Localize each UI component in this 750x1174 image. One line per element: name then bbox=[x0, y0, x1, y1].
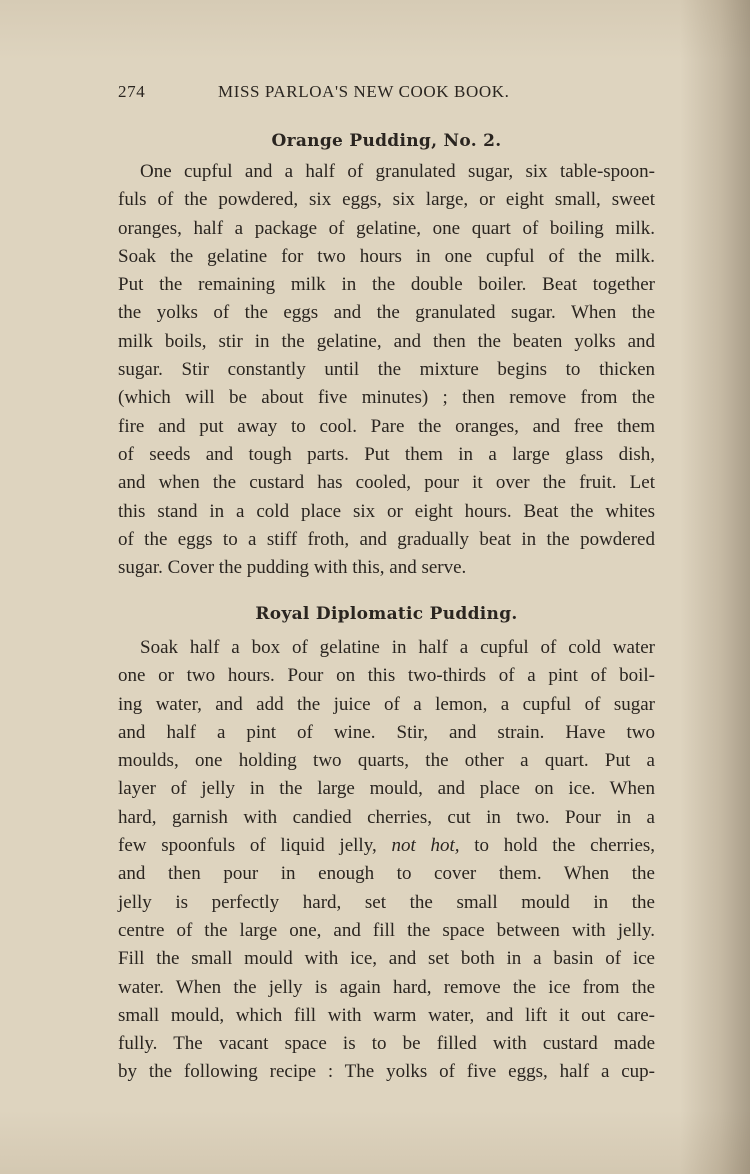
recipe-title-royal-diplomatic-pudding: Royal Diplomatic Pudding. bbox=[255, 604, 518, 624]
text-line: Fill the small mould with ice, and set both in a basin of ice bbox=[118, 948, 655, 970]
text-line: fire and put away to cool. Pare the oranges, and free them bbox=[118, 415, 655, 437]
text-line: milk boils, stir in the gelatine, and then the beaten yolks and bbox=[118, 330, 655, 352]
text-line: Soak the gelatine for two hours in one cupful of the milk. bbox=[118, 245, 655, 267]
text-line: ing water, and add the juice of a lemon, a cupful of sugar bbox=[118, 693, 655, 715]
text-line: the yolks of the eggs and the granulated sugar. When the bbox=[118, 302, 655, 324]
text-line: of seeds and tough parts. Put them in a large glass dish, bbox=[118, 443, 655, 465]
recipe-title-orange-pudding: Orange Pudding, No. 2. bbox=[271, 131, 502, 151]
text-line: and half a pint of wine. Stir, and strain. Have two bbox=[118, 721, 655, 743]
text-line: sugar. Cover the pudding with this, and serve. bbox=[118, 557, 467, 579]
text-line: fully. The vacant space is to be filled with custard made bbox=[118, 1033, 655, 1055]
text-line: this stand in a cold place six or eight hours. Beat the whites bbox=[118, 500, 655, 522]
text-line: fuls of the powdered, six eggs, six large, or eight small, sweet bbox=[118, 189, 655, 211]
recipe-text-orange-pudding bbox=[118, 158, 655, 582]
recipe-text-royal-diplomatic-pudding bbox=[118, 634, 655, 1087]
text-line: jelly is perfectly hard, set the small mould in the bbox=[118, 891, 655, 913]
text-line: small mould, which fill with warm water, and lift it out care- bbox=[118, 1004, 655, 1026]
text-line: moulds, one holding two quarts, the other a quart. Put a bbox=[118, 750, 655, 772]
text-segment: few spoonfuls of liquid jelly, bbox=[118, 835, 377, 857]
text-line: water. When the jelly is again hard, remove the ice from the bbox=[118, 976, 655, 998]
italic-text: not hot, bbox=[391, 835, 460, 857]
text-line: sugar. Stir constantly until the mixture begins to thicken bbox=[118, 359, 655, 381]
text-line: and then pour in enough to cover them. When the bbox=[118, 863, 655, 885]
text-line: Soak half a box of gelatine in half a cupful of cold water bbox=[140, 637, 655, 658]
text-line: oranges, half a package of gelatine, one quart of boiling milk. bbox=[118, 217, 655, 239]
text-line: Put the remaining milk in the double boiler. Beat together bbox=[118, 274, 655, 296]
text-line: (which will be about five minutes) ; then remove from the bbox=[118, 387, 655, 409]
text-line: One cupful and a half of granulated sugar, six table-spoon- bbox=[140, 161, 655, 182]
text-line: and when the custard has cooled, pour it over the fruit. Let bbox=[118, 472, 655, 494]
text-line: layer of jelly in the large mould, and place on ice. When bbox=[118, 778, 655, 800]
text-line: of the eggs to a stiff froth, and gradually beat in the powdered bbox=[118, 528, 655, 550]
text-segment: to hold the cherries, bbox=[474, 835, 656, 857]
text-line: centre of the large one, and fill the space between with jelly. bbox=[118, 919, 655, 941]
text-line: one or two hours. Pour on this two-thirds of a pint of boil- bbox=[118, 665, 655, 687]
text-line: hard, garnish with candied cherries, cut in two. Pour in a bbox=[118, 806, 655, 828]
page-number: 274 bbox=[118, 82, 146, 101]
text-line bbox=[118, 832, 655, 860]
text-line: by the following recipe : The yolks of five eggs, half a cup- bbox=[118, 1061, 655, 1083]
book-title: MISS PARLOA'S NEW COOK BOOK. bbox=[218, 82, 510, 101]
